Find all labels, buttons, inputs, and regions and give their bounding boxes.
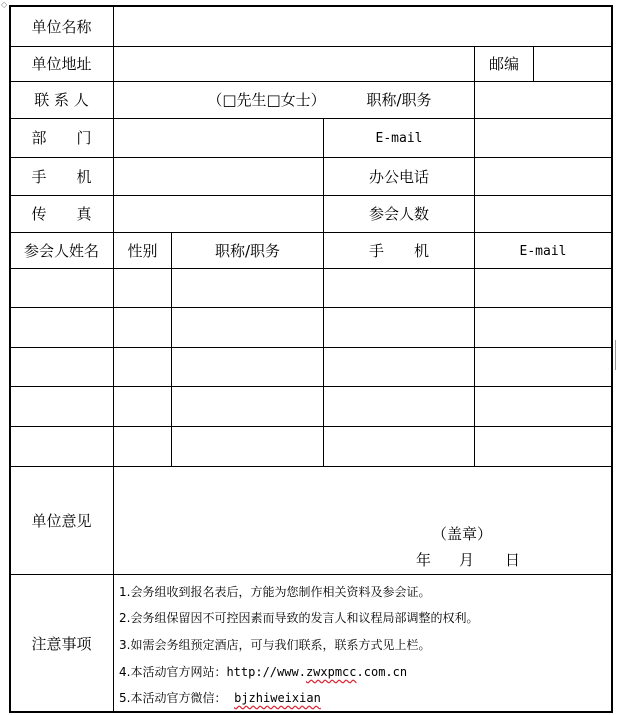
- note-4-prefix: 4.本活动官方网站：: [119, 665, 227, 679]
- border-top: [9, 5, 613, 7]
- row-line: [9, 195, 613, 196]
- scrollbar-handle[interactable]: [615, 340, 616, 370]
- note-item-5: [119, 691, 321, 705]
- row-line: [9, 46, 613, 47]
- label-unit-opinion: 单位意见: [31, 512, 92, 530]
- row-line: [9, 268, 613, 269]
- label-contact: 联 系 人: [34, 91, 89, 109]
- label-email: E-mail: [375, 131, 423, 146]
- seal-text: （盖章）: [432, 525, 493, 543]
- row-line: [9, 81, 613, 82]
- note-item-4: [119, 665, 407, 679]
- label-unit-name: 单位名称: [31, 18, 92, 36]
- col-line: [113, 5, 114, 713]
- website-url-part-b[interactable]: zwxpmcc: [305, 665, 357, 679]
- label-department: 部 门: [31, 129, 92, 147]
- border-left: [9, 5, 11, 713]
- header-title-position: 职称/职务: [214, 242, 281, 260]
- label-notes: 注意事项: [31, 635, 92, 653]
- row-line: [9, 347, 613, 348]
- label-title-position: 职称/职务: [366, 91, 432, 109]
- wechat-id: bjzhiweixian: [234, 691, 321, 705]
- note-item-3: 3.如需会务组预定酒店，可与我们联系，联系方式见上栏。: [119, 638, 431, 652]
- corner-mark-icon: ◇: [1, 0, 8, 9]
- date-month: 月: [459, 551, 475, 569]
- col-line: [323, 232, 324, 467]
- label-postcode: 邮编: [488, 55, 519, 73]
- row-line: [9, 118, 613, 119]
- note-item-2: 2.会务组保留因不可控因素而导致的发言人和议程局部调整的权利。: [119, 611, 479, 625]
- col-line: [533, 46, 534, 82]
- row-line: [9, 232, 613, 233]
- header-email: E-mail: [519, 244, 567, 259]
- date-year: 年: [416, 551, 432, 569]
- note-5-prefix: 5.本活动官方微信：: [119, 691, 227, 705]
- col-line: [474, 81, 475, 233]
- row-line: [9, 386, 613, 387]
- note-item-1: 1.会务组收到报名表后，方能为您制作相关资料及参会证。: [119, 585, 431, 599]
- label-attendee-count: 参会人数: [368, 205, 429, 223]
- border-right: [611, 5, 613, 713]
- label-unit-address: 单位地址: [31, 55, 92, 73]
- col-line: [474, 232, 475, 467]
- website-url-part-a[interactable]: http://www.: [226, 665, 306, 679]
- website-url-part-c[interactable]: .com.cn: [356, 665, 408, 679]
- border-bottom: [9, 711, 613, 713]
- header-gender: 性别: [127, 242, 158, 260]
- row-line: [9, 466, 613, 467]
- label-fax: 传 真: [31, 205, 92, 223]
- label-office-phone: 办公电话: [368, 168, 429, 186]
- contact-gender-choice: （□先生□女士）: [207, 91, 326, 109]
- date-day: 日: [505, 551, 521, 569]
- row-line: [9, 574, 613, 575]
- label-mobile: 手 机: [31, 168, 92, 186]
- header-mobile: 手 机: [368, 242, 429, 260]
- header-attendee-name: 参会人姓名: [23, 242, 99, 260]
- row-line: [9, 307, 613, 308]
- row-line: [9, 157, 613, 158]
- row-line: [9, 426, 613, 427]
- col-line: [171, 232, 172, 467]
